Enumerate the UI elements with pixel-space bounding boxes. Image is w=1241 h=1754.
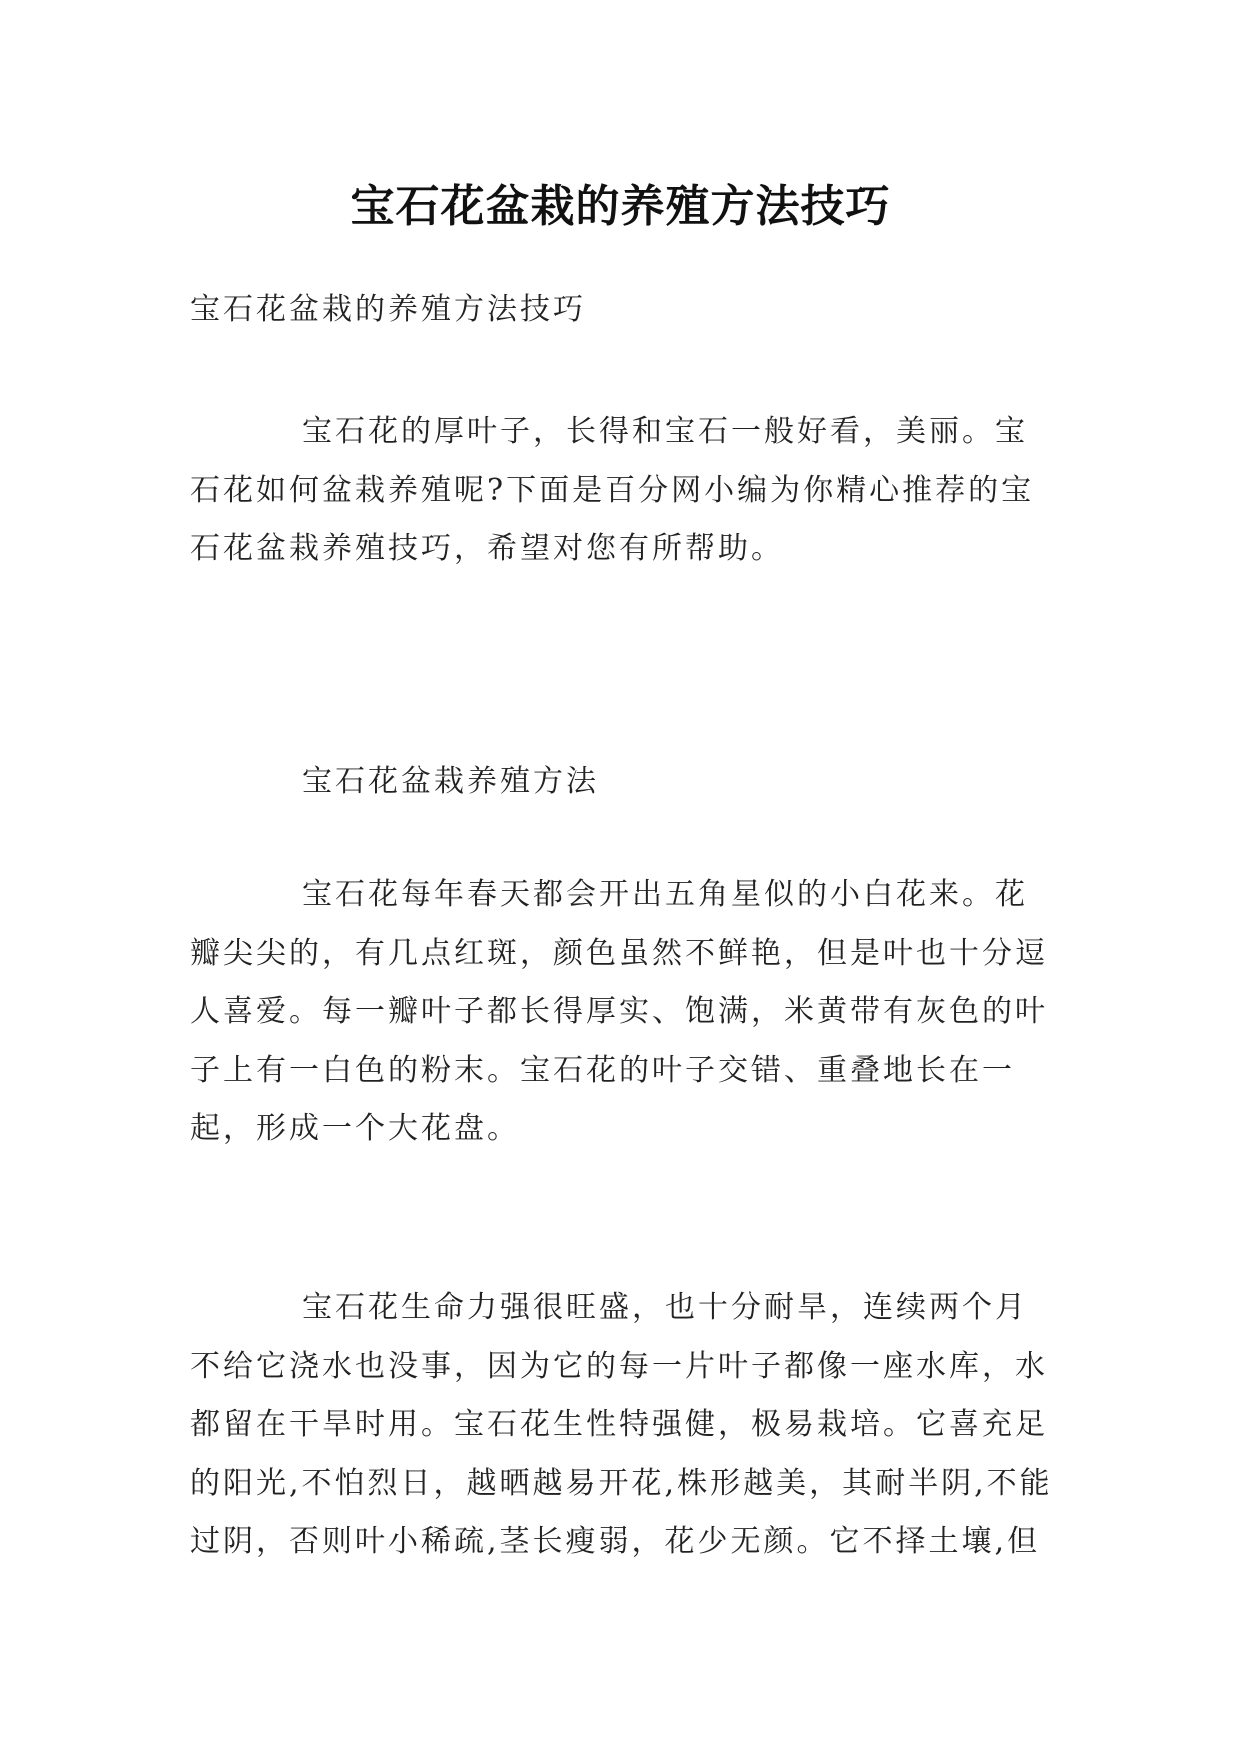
intro-paragraph: 宝石花的厚叶子，长得和宝石一般好看，美丽。宝石花如何盆栽养殖呢?下面是百分网小编为你精心推荐的宝石花盆栽养殖技巧，希望对您有所帮助。 [190, 414, 1035, 566]
section-heading: 宝石花盆栽养殖方法 [302, 764, 599, 799]
document-subtitle: 宝石花盆栽的养殖方法技巧 [190, 292, 586, 327]
body-paragraph-1: 宝石花每年春天都会开出五角星似的小白花来。花瓣尖尖的，有几点红斑，颜色虽然不鲜艳，但是叶也十分逗人喜爱。每一瓣叶子都长得厚实、饱满，米黄带有灰色的叶子上有一白色的粉末。宝石花的叶子交错、重叠地长在一起，形成一个大花盘。 [190, 877, 1048, 1146]
body-paragraph-2: 宝石花生命力强很旺盛，也十分耐旱，连续两个月不给它浇水也没事，因为它的每一片叶子都像一座水库，水都留在干旱时用。宝石花生性特强健，极易栽培。它喜充足的阳光,不怕烈日，越晒越易开花,株形越美，其耐半阴,不能过阴，否则叶小稀疏,茎长瘦弱，花少无颜。它不择土壤,但 [190, 1290, 1053, 1559]
page-title: 宝石花盆栽的养殖方法技巧 [350, 181, 891, 233]
